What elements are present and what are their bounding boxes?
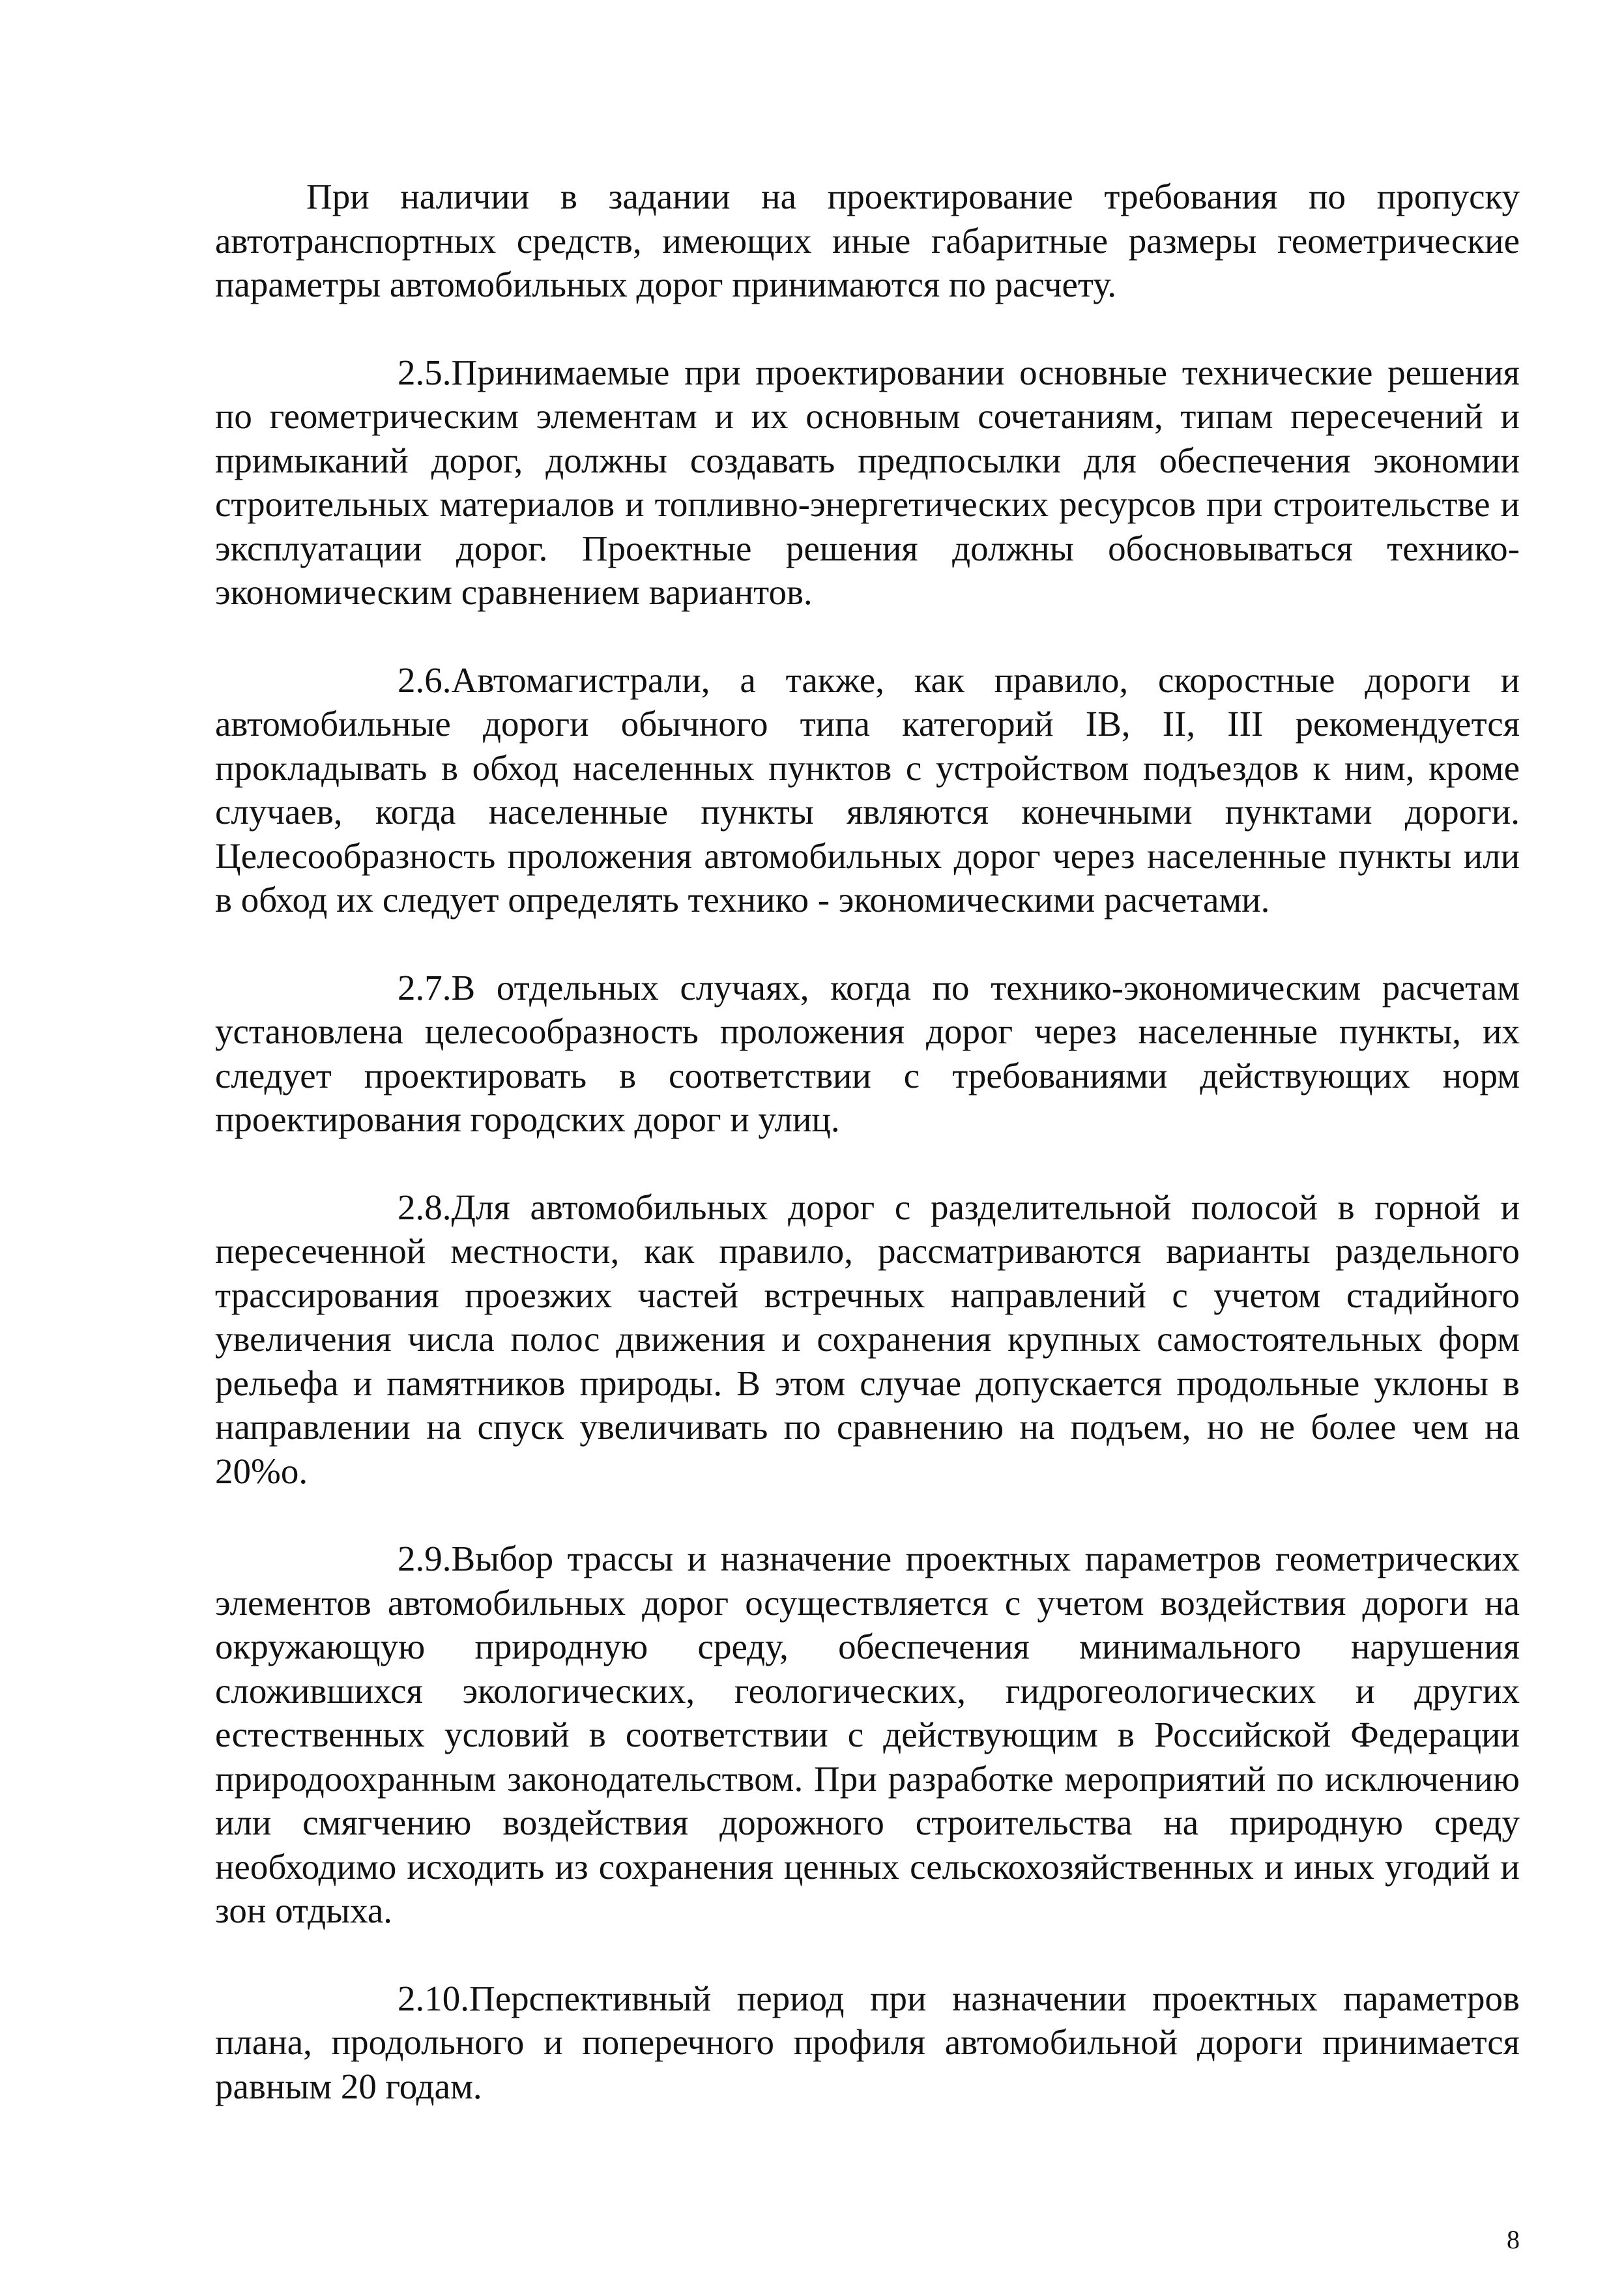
section-2-10 [215,1977,1520,2109]
intro-paragraph: При наличии в задании на проектирование требования по пропуску автотранспортных средств, имеющих иные габаритные размеры геометрические параметры автомобильных дорог принимаются по расчету. [215,177,1520,304]
section-text: Выбор трассы и назначение проектных параметров геометрических элементов автомобильных дорог осуществляется с учетом воздействия дороги на окружающую природную среду, обеспечения минимального нарушения сложившихся экологических, геологических, гидрогеологических и других естественных условий в соответствии с действующим в Российской Федерации природоохранным законодательством. При разработке мероприятий по исключению или смягчению воздействия дорожного строительства на природную среду необходимо исходить из сохранения ценных сельскохозяйственных и иных угодий и зон отдыха. [215,1539,1520,1930]
section-text: Принимаемые при проектировании основные технические решения по геометрическим элементам и их основным сочетаниям, типам пересечений и примыканий дорог, должны создавать предпосылки для обеспечения экономии строительных материалов и топливно-энергетических ресурсов при строительстве и эксплуатации дорог. Проектные решения должны обосновываться технико-экономическим сравнением вариантов. [215,352,1520,612]
section-number: 2.8. [398,1187,452,1227]
section-text: Автомагистрали, а также, как правило, скоростные дороги и автомобильные дороги обычного типа категорий IB, II, III рекомендуется прокладывать в обход населенных пунктов с устройством подъездов к ним, кроме случаев, когда населенные пункты являются конечными пунктами дороги. Целесообразность проложения автомобильных дорог через населенные пункты или в обход их следует определять технико - экономическими расчетами. [215,660,1520,920]
section-2-7 [215,966,1520,1142]
section-text: Для автомобильных дорог с разделительной полосой в горной и пересеченной местности, как правило, рассматриваются варианты раздельного трассирования проезжих частей встречных направлений с учетом стадийного увеличения числа полос движения и сохранения крупных самостоятельных форм рельефа и памятников природы. В этом случае допускается продольные уклоны в направлении на спуск увеличивать по сравнению на подъем, но не более чем на 20%о. [215,1187,1520,1491]
section-number: 2.6. [398,660,452,700]
section-number: 2.7. [398,967,452,1008]
section-number: 2.10. [398,1978,469,2018]
section-number: 2.5. [398,352,452,392]
document-body [215,175,1520,2108]
section-number: 2.9. [398,1539,452,1578]
section-2-5 [215,351,1520,615]
section-text: Перспективный период при назначении проектных параметров плана, продольного и поперечного профиля автомобильной дороги принимается равным 20 годам. [215,1978,1520,2106]
section-2-9 [215,1537,1520,1933]
section-2-6 [215,658,1520,922]
section-text: В отдельных случаях, когда по технико-экономическим расчетам установлена целесообразность проложения дорог через населенные пункты, их следует проектировать в соответствии с требованиями действующих норм проектирования городских дорог и улиц. [215,967,1520,1139]
section-2-8 [215,1185,1520,1494]
page-number: 8 [1507,2225,1520,2254]
